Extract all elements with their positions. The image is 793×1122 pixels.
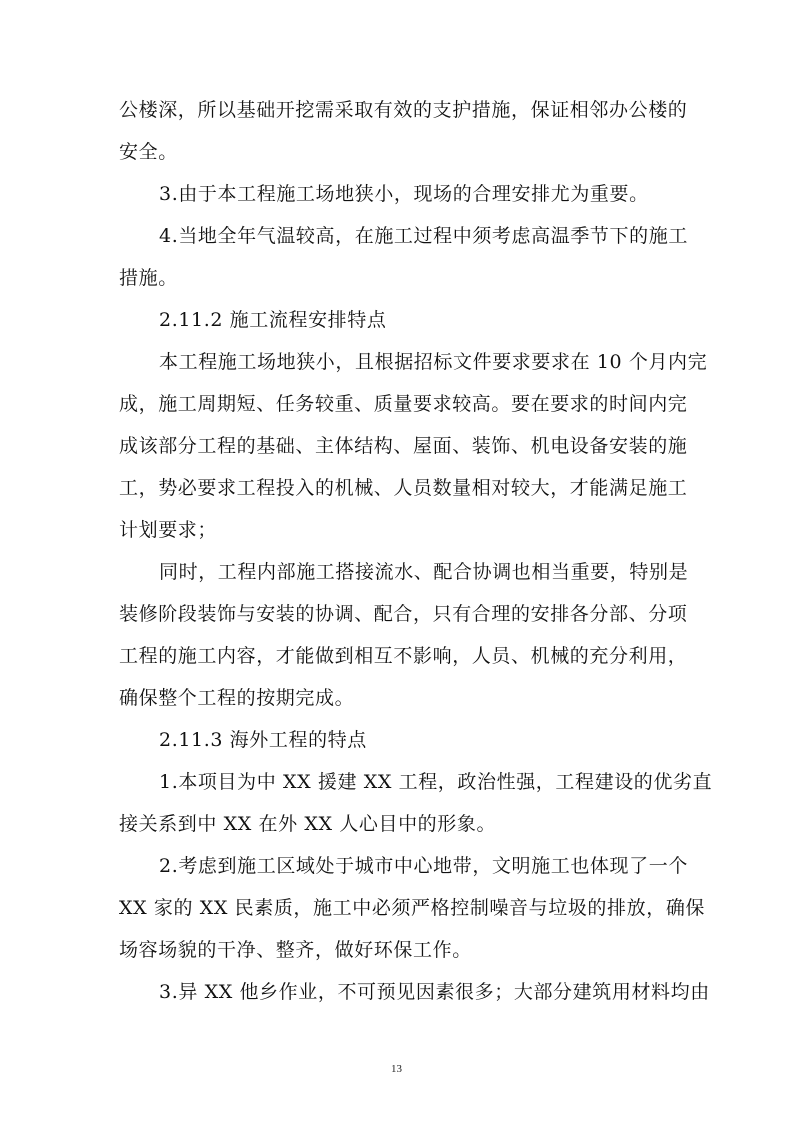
text-line: 3.由于本工程施工场地狭小，现场的合理安排尤为重要。 <box>159 183 649 205</box>
text-line: 装修阶段装饰与安装的协调、配合，只有合理的安排各分部、分项 <box>119 603 688 625</box>
text-line: 接关系到中 XX 在外 XX 人心目中的形象。 <box>119 813 497 835</box>
text-line: 4.当地全年气温较高，在施工过程中须考虑高温季节下的施工 <box>159 225 688 247</box>
text-line: XX 家的 XX 民素质，施工中必须严格控制噪音与垃圾的排放，确保 <box>119 897 706 919</box>
text-line: 1.本项目为中 XX 援建 XX 工程，政治性强，工程建设的优劣直 <box>159 771 713 793</box>
page-number: 13 <box>391 1063 402 1075</box>
text-line: 成，施工周期短、任务较重、质量要求较高。要在要求的时间内完 <box>119 393 688 415</box>
text-line: 公楼深，所以基础开挖需采取有效的支护措施，保证相邻办公楼的 <box>119 99 688 121</box>
text-line: 同时，工程内部施工搭接流水、配合协调也相当重要，特别是 <box>159 561 689 583</box>
text-line: 工，势必要求工程投入的机械、人员数量相对较大，才能满足施工 <box>119 477 688 499</box>
text-line: 工程的施工内容，才能做到相互不影响，人员、机械的充分利用， <box>119 645 688 667</box>
text-line: 3.异 XX 他乡作业，不可预见因素很多；大部分建筑用材料均由 <box>159 981 710 1003</box>
text-line: 场容场貌的干净、整齐，做好环保工作。 <box>119 939 472 961</box>
text-line: 安全。 <box>119 141 178 163</box>
section-heading: 2.11.2 施工流程安排特点 <box>159 309 387 331</box>
text-line: 2.考虑到施工区域处于城市中心地带，文明施工也体现了一个 <box>159 855 688 877</box>
text-line: 措施。 <box>119 267 178 289</box>
text-line: 计划要求； <box>119 519 218 541</box>
text-line: 本工程施工场地狭小，且根据招标文件要求要求在 10 个月内完 <box>159 351 708 373</box>
text-line: 确保整个工程的按期完成。 <box>119 687 355 709</box>
section-heading: 2.11.3 海外工程的特点 <box>159 729 367 751</box>
text-line: 成该部分工程的基础、主体结构、屋面、装饰、机电设备安装的施 <box>119 435 688 457</box>
